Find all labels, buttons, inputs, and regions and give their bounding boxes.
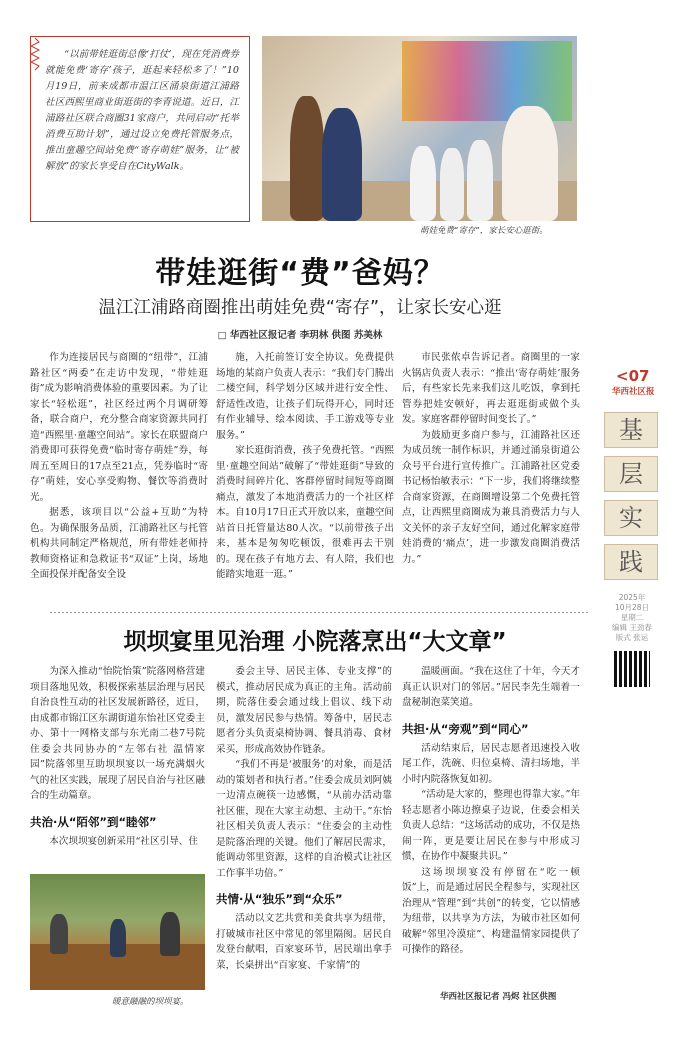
intro-quote-box	[30, 36, 250, 222]
article1-title: 带娃逛街“费”爸妈？	[155, 256, 445, 291]
paragraph: 家长逛街消费，孩子免费托管。“西熙里·童趣空间站”破解了“带娃逛街”导致的消费时间碎片化、客群停留时间短等商圈痛点，激发了本地消费活力的一个社区样本。自10月17日正式开放以来，童趣空间站首日托管量达80人次。“以前带孩子出来，基本是匆匆吃顿饭，很难再去干别的。现在孩子有地方去、有人陪，我们也能踏实地逛一逛。”	[216, 445, 394, 580]
paragraph: 活动以文艺共赏和美食共享为纽带，打破城市社区中常见的邻里隔阂。居民自发登台献唱，百家宴环节，居民端出拿手菜，长桌拼出“百家宴、千家情”的	[216, 913, 392, 971]
article1-subtitle: 温江江浦路商圈推出萌娃免费“寄存”，让家长安心逛	[98, 298, 502, 318]
article2-column-2	[216, 664, 392, 973]
section-tab-char: 践	[604, 544, 658, 580]
photo-banquet	[30, 874, 205, 990]
section-tab-char: 基	[604, 412, 658, 448]
qr-code-icon[interactable]	[614, 651, 650, 687]
paragraph: 为鼓励更多商户参与，江浦路社区还为成员统一制作标识，并通过涌泉街道公众号平台进行宣传推广。江浦路社区党委书记杨怡敏表示：“下一步，我们将继续整合商家资源，在商圈增设第二个免费托管点，让西熙里商圈成为兼具消费活力与人文关怀的亲子友好空间，通过化解家庭带娃消费的‘痛点’，进一步激发商圈消费活力。”	[402, 429, 580, 565]
section-tab-char: 实	[604, 500, 658, 536]
subheading-2: 共情·从“独乐”到“众乐”	[216, 892, 343, 906]
section-tab-char: 层	[604, 456, 658, 492]
paragraph: 委会主导、居民主体、专业支撑”的模式，推动居民成为真正的主角。活动前期，院落住委会通过线上倡议、线下动员，激发居民参与热情。筹备中，居民志愿者分头负责桌椅协调、餐具消毒、食材采买，形成高效协作链条。	[216, 666, 392, 755]
intro-quote: “以前带娃逛街总像‘打仗’，现在凭消费券就能免费‘寄存’孩子，逛起来轻松多了！”10月19日，前来成都市温江区涌泉街道江浦路社区西熙里商业街逛街的李青说道。近日，江浦路社区联合商圈31家商户，共同启动“托举消费互助计划”，通过设立免费托管服务点，推出童趣空间站免费“寄存萌娃”服务，让“被解放”的家长享受自在CityWalk。	[45, 49, 239, 172]
photo-kids-play-area	[262, 36, 577, 221]
article2-credit: 华西社区报记者 冯烬 社区供图	[440, 992, 557, 1002]
quote-zigzag-icon	[30, 36, 40, 76]
photo1-caption: 萌娃免费“寄存”，家长安心逛街。	[420, 226, 548, 236]
subheading-1: 共治·从“陌邻”到“睦邻”	[30, 814, 157, 829]
paragraph: “我们不再是‘被服务’的对象，而是活动的策划者和执行者。”住委会成员刘阿姨一边清点碗筷一边感慨，“从前办活动靠社区催，现在大家主动想、主动干。”东怡社区相关负责人表示：“住委会的主动性是院落治理的关键。他们了解居民需求，能调动邻里资源，这样的自治模式让社区工作事半功倍。”	[216, 759, 392, 879]
paragraph: 据悉，该项目以“公益+互助”为特色。为确保服务品质，江浦路社区与托管机构共同制定严格规范，所有带娃老师持教师资格证和急救证书“双证”上岗，场地全面投保并配备安全设	[30, 507, 208, 580]
subheading-3: 共担·从“旁观”到“同心”	[402, 721, 529, 736]
article1-byline: □ 华西社区报记者 李玥林 供图 苏美林	[217, 330, 383, 341]
article2-column-3	[402, 664, 580, 958]
issue-date: 2025年 10月28日 星期二 编辑 王劲春 版式 张运	[612, 593, 652, 642]
paragraph: 本次坝坝宴创新采用“社区引导、住	[49, 835, 198, 847]
section-divider	[50, 612, 590, 613]
article1-column-1	[30, 350, 208, 583]
paragraph: 这场坝坝宴没有停留在“吃一顿饭”上，而是通过居民全程参与，实现社区治理从“管理”到“共创”的转变，它以情感为纽带，以共享为方法，为破市社区如何破解“邻里冷漠症”、构建温情家园提供了可操作的路径。	[402, 866, 580, 955]
paragraph: 活动结束后，居民志愿者迅速投入收尾工作，洗碗、归位桌椅、清扫场地，半小时内院落恢复如初。	[402, 742, 580, 785]
page-number: <07	[616, 367, 650, 385]
paragraph: 温暖画面。“我在这住了十年，今天才真正认识对门的邻居。”居民李先生端着一盘秘制泡菜笑道。	[402, 666, 580, 708]
photo2-caption: 暖意融融的坝坝宴。	[112, 997, 189, 1007]
article2-column-1	[30, 664, 205, 849]
brand-name: 华西社区报	[612, 387, 655, 397]
article2-title: 坝坝宴里见治理 小院落烹出“大文章”	[123, 629, 507, 655]
paragraph: 作为连接居民与商圈的“纽带”，江浦路社区“两委”在走访中发现，“带娃逛街”成为影响消费体验的重要因素。为了让家长“轻松逛”，社区经过两个月调研筹备，联合商户，充分整合商家资源共同打造“西熙里·童趣空间站”。家长在联盟商户消费即可获得免费“临时寄存萌娃”券，每周五至周日的17点至21点，凭券临时“寄存”萌娃，安心享受购物、餐饮等消费时光。	[30, 352, 208, 503]
paragraph: “活动是大家的，整理也得靠大家。”年轻志愿者小陈边擦桌子边说，住委会相关负责人总结：“这场活动的成功，不仅是热闹一阵，更是要让居民在参与中形成习惯，在协作中凝聚共识。”	[402, 789, 580, 862]
article1-column-2	[216, 350, 394, 583]
paragraph: 为深入推动“怡院怡策”院落网格营建项目落地见效，积极探索基层治理与居民自治良性互动的社区发展新路径，近日，由成都市锦江区东湖街道东怡社区党委主办、第十一网格支部与东光南二巷7号院住委会共同协办的“左邻右社 温情家园”院落邻里互助坝坝宴以一场充满烟火气的社区实践，展现了居民自治与社区融合的生动篇章。	[30, 666, 205, 801]
paragraph: 施，入托前签订安全协议。免费提供场地的某商户负责人表示：“我们专门腾出二楼空间，科学划分区域并进行安全性、舒适性改造，让孩子们玩得开心，同时还有作业辅导、绘本阅读、手工游戏等专业服务。”	[216, 352, 394, 441]
article1-column-3	[402, 350, 580, 567]
paragraph: 市民张侬卓告诉记者。商圈里的一家火锅店负责人表示：“推出‘寄存萌娃’服务后，有些家长先来我们这儿吃饭，拿到托管券把娃安顿好，再去逛逛街或做个头发。家庭客群停留时间变长了。”	[402, 352, 580, 425]
